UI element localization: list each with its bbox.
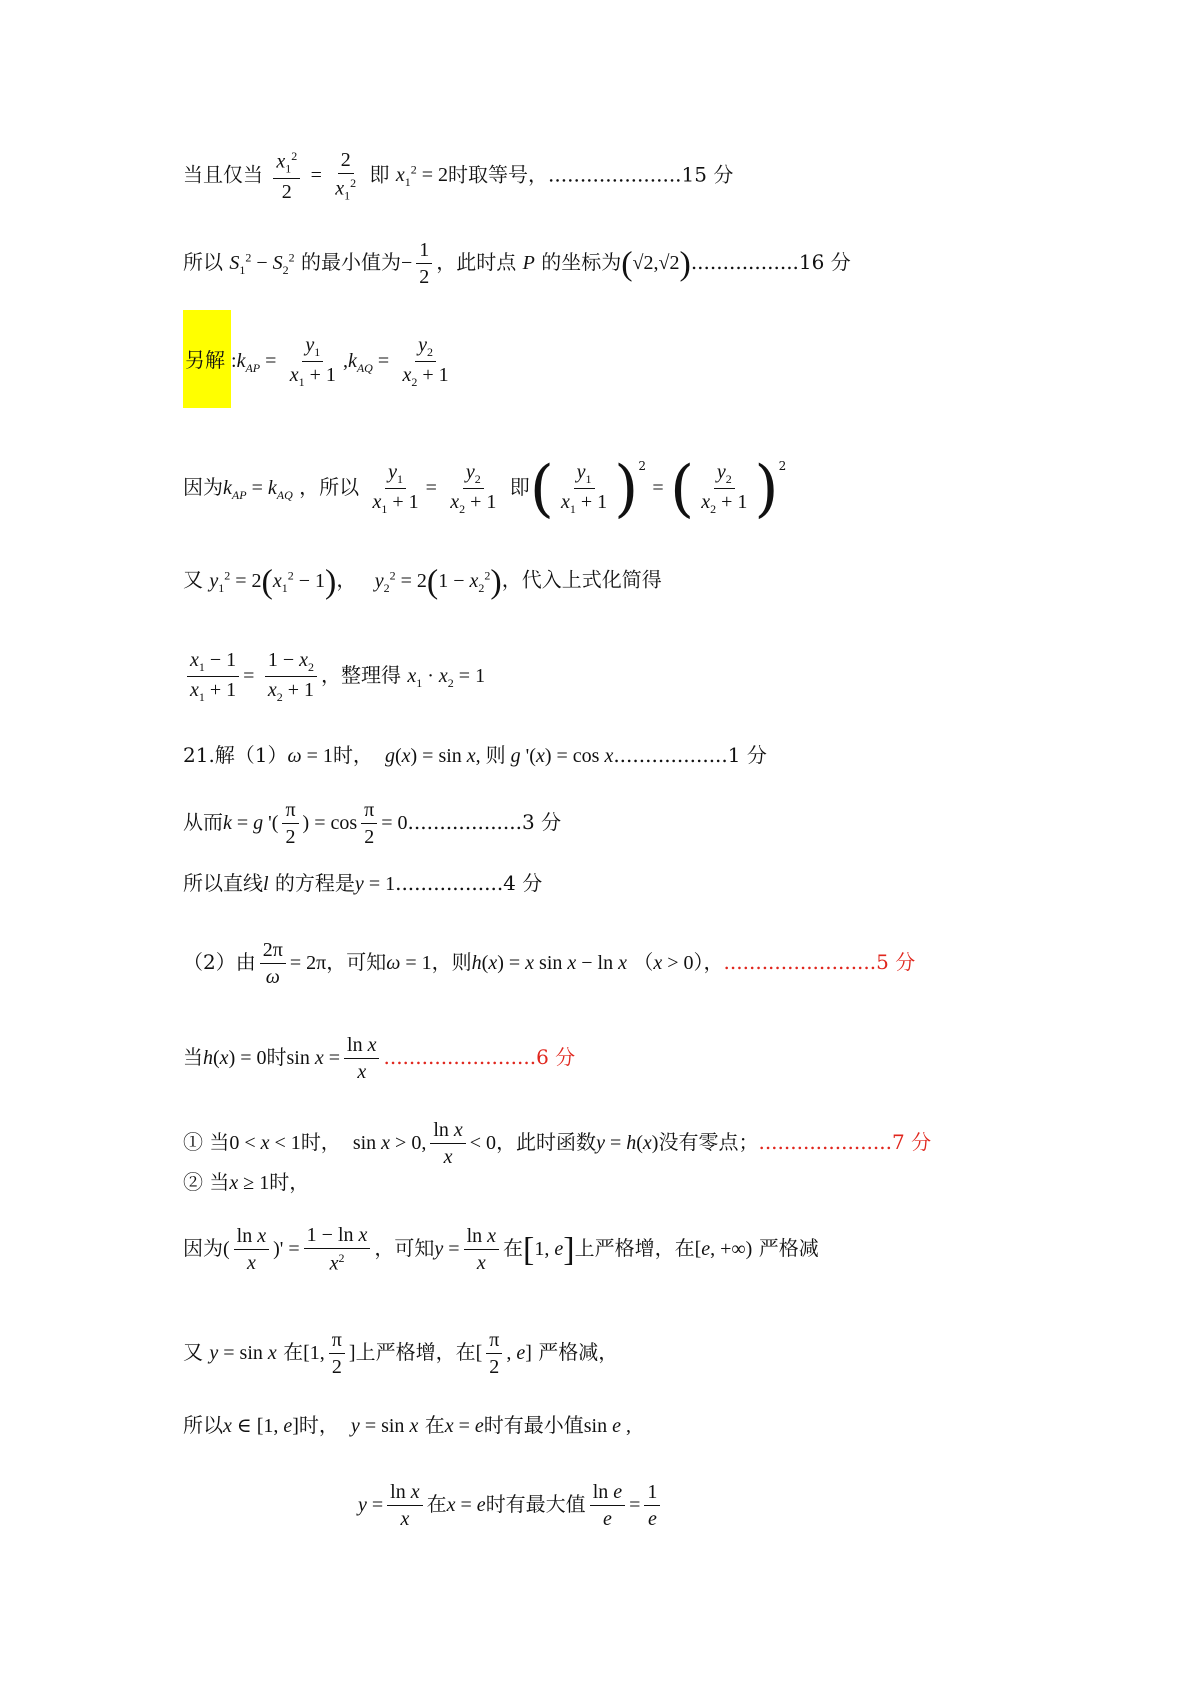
fraction: $\frac{y_1}{x_1 + 1}$ [372, 461, 419, 516]
fraction: $\frac{\pi}{2}$ [486, 1330, 502, 1377]
fraction: $\frac{\text{1 − ln x}}{x^2}$ [304, 1225, 371, 1274]
fraction: $\frac{\pi}{2}$ [361, 800, 377, 847]
text: （2）由 [183, 950, 256, 974]
text: 严格减 [758, 1235, 819, 1260]
text: 又 [183, 1340, 203, 1364]
text: ，整理得 [320, 663, 401, 687]
text: 时 [266, 1045, 287, 1069]
text: 的坐标为 [541, 250, 622, 274]
fraction: $\frac{y_2}{x_2 + 1}$ [701, 461, 748, 516]
score: 3 分 [521, 810, 562, 834]
fraction: $\frac{\text{ln x}}{x}$ [234, 1226, 269, 1273]
text: 时有最小值 [483, 1413, 584, 1437]
text: 时， [269, 1170, 310, 1194]
text: 在 [426, 1492, 447, 1516]
text: 所以 [183, 1413, 223, 1437]
fraction: $\frac{\text{ln x}}{x}$ [430, 1120, 465, 1167]
fraction: $\frac{2}{x_1^2}$ [335, 149, 357, 203]
fraction: $\frac{y_1}{x_1 + 1}$ [289, 334, 336, 389]
text: 从而 [183, 810, 223, 834]
fraction: $\frac{\pi}{2}$ [329, 1330, 345, 1377]
text: 即 [509, 475, 530, 499]
score: 5 分 [876, 950, 916, 974]
fraction: $\frac{2\pi}{\omega}$ [260, 940, 286, 987]
score: 16 分 [798, 250, 851, 274]
text: ，则 [431, 950, 472, 974]
text: ② 当 [183, 1170, 230, 1194]
line-substitution: 又 $y_1^2 = 2(x_1^2 - 1)$， $y_2^2 = 2(1 - x_2^2)$，代入上式化简得 [183, 563, 662, 600]
fraction: $\frac{\text{ln x}}{x}$ [344, 1035, 379, 1082]
line-max-value: y = $\frac{\text{ln x}}{x}$ 在x = e时有最大值 $\frac{\text{ln e}}{e}$ = $\frac{1}{e}$ [358, 1482, 664, 1529]
fraction: $\frac{y_2}{x_2 + 1}$ [450, 461, 497, 516]
text: 因为 [183, 1235, 223, 1260]
fraction: $\frac{x_1 - 1}{x_1 + 1}$ [187, 650, 239, 703]
line-equation: 所以直线l 的方程是y = 1.................4 分 [183, 871, 543, 895]
leader-dots: ................. [690, 250, 799, 274]
text: 时取等号， [448, 162, 549, 187]
leader-dots: ................. [395, 871, 504, 895]
line-q21-part2: （2）由 $\frac{2\pi}{\omega}$ = 2π，可知ω = 1，则h(x) = x sin x − ln x （x > 0），........................5 分 [183, 939, 916, 988]
fraction: $\frac{y_1}{x_1 + 1}$ [561, 461, 608, 516]
text: 时， [298, 1413, 339, 1437]
line-sine-monotonic: 又 y = sin x 在[1, $\frac{\pi}{2}$ ]上严格增，在[ $\frac{\pi}{2}$ , e] 严格减， [183, 1329, 619, 1378]
fraction: $\frac{\text{ln x}}{x}$ [387, 1482, 422, 1529]
text: 在 [503, 1235, 524, 1260]
fraction: $\frac{1}{2}$ [416, 240, 432, 287]
text: ，所以 [299, 475, 360, 499]
score: 1 分 [727, 743, 767, 767]
line-derivative: 因为( $\frac{\text{ln x}}{x}$ )' = $\frac{\text{1 − ln x}}{x^2}$ ，可知y = $\frac{\text{ln x}}{x}$ 在[1, e]上严格增，在[e, +∞) 严格减 [183, 1224, 819, 1275]
leader-dots: .................. [613, 743, 728, 767]
line-slope-equal: 因为$k_{AP} = k_{AQ}$ ，所以 $\frac{y_1}{x_1 + 1}$ = $\frac{y_2}{x_2 + 1}$ 即( $\frac{y_1}{x_1 + 1}$ )$^2$ = ( $\frac{y_2}{x_2 + 1}$ )$^2$ [183, 451, 787, 525]
text: 时， [332, 743, 373, 767]
leader-dots: ..................... [548, 162, 682, 187]
text: 的方程是 [274, 871, 355, 895]
text: 没有零点； [658, 1130, 759, 1154]
text: 时， [300, 1130, 341, 1154]
text: 上严格增，在 [574, 1235, 695, 1260]
line-min-value: 所以x ∈ [1, e]时， y = sin x 在x = e时有最小值sin e , [183, 1413, 631, 1437]
leader-dots: .................. [407, 810, 522, 834]
fraction: $\frac{x_1^2}{2}$ [273, 150, 300, 202]
text: ， [336, 567, 357, 592]
text: 当且仅当 [183, 162, 263, 187]
text: 的最小值为 [301, 250, 401, 274]
fraction: $\frac{1 - x_2}{x_2 + 1}$ [265, 650, 317, 703]
text: （ [633, 950, 654, 974]
line-simplify: $\frac{x_1 - 1}{x_1 + 1}$ = $\frac{1 - x_2}{x_2 + 1}$ ，整理得 $x_1 \cdot x_2 = 1$ [183, 650, 485, 703]
text: ，此时函数 [496, 1130, 597, 1154]
text: 严格减， [538, 1340, 619, 1364]
leader-dots: ........................ [723, 950, 877, 974]
line-alternative-solution: 另解 $:k_{AP}$ = $\frac{y_1}{x_1 + 1}$ $,k_{AQ}$ = $\frac{y_2}{x_2 + 1}$ [183, 335, 456, 388]
leader-dots: ..................... [758, 1130, 892, 1154]
text: 在 [424, 1413, 445, 1437]
highlighted-label: 另解 [183, 310, 231, 408]
text: ，可知 [374, 1235, 435, 1260]
text: 上严格增，在 [355, 1340, 476, 1364]
text: 因为 [183, 475, 223, 499]
line-zero-condition: 当h(x) = 0时sin x = $\frac{\text{ln x}}{x}$ ........................6 分 [183, 1034, 576, 1083]
line-case-2: ② 当x ≥ 1时， [183, 1170, 310, 1194]
score: 4 分 [503, 871, 543, 895]
text: 时有最大值 [485, 1492, 586, 1516]
text: 即 [369, 162, 390, 187]
score: 7 分 [891, 1130, 932, 1154]
fraction: $\frac{\text{ln x}}{x}$ [464, 1226, 499, 1273]
score: 15 分 [681, 162, 734, 187]
line-equality-condition: 当且仅当 $\frac{x_1^2}{2}$ = $\frac{2}{x_1^2}$ 即 $x_1^2 = 2$时取等号，.....................15 分 [183, 149, 734, 203]
text: ）， [693, 950, 724, 974]
text: ，此时点 [436, 250, 517, 274]
text: ，代入上式化简得 [501, 567, 662, 592]
line-case-1: ① 当0 < x < 1时， sin x > 0, $\frac{\text{ln x}}{x}$ < 0，此时函数y = h(x)没有零点；.....................7 分 [183, 1119, 932, 1168]
text: 所以直线 [183, 871, 263, 895]
leader-dots: ........................ [383, 1045, 537, 1069]
text: 又 [183, 567, 203, 592]
line-slope-k: 从而k = g '( $\frac{\pi}{2}$ ) = cos $\frac{\pi}{2}$ = 0..................3 分 [183, 799, 562, 848]
fraction: $\frac{y_2}{x_2 + 1}$ [402, 334, 449, 389]
fraction: $\frac{1}{e}$ [644, 1482, 660, 1529]
text: ① 当 [183, 1130, 230, 1154]
fraction: $\frac{\text{ln e}}{e}$ [590, 1482, 625, 1529]
line-minimum-value: 所以 $S_1^2 - S_2^2$ 的最小值为− $\frac{1}{2}$ ，此时点 P 的坐标为(√2,√2).................16 分 [183, 239, 851, 288]
text: 21.解（1） [183, 743, 288, 767]
line-q21-part1: 21.解（1）ω = 1时， g(x) = sin x, 则 g '(x) = cos x..................1 分 [183, 743, 767, 767]
fraction: $\frac{\pi}{2}$ [282, 800, 298, 847]
text: 在 [283, 1340, 304, 1364]
score: 6 分 [536, 1045, 576, 1069]
text: ，可知 [326, 950, 387, 974]
text: 当 [183, 1045, 203, 1069]
text: 所以 [183, 250, 223, 274]
